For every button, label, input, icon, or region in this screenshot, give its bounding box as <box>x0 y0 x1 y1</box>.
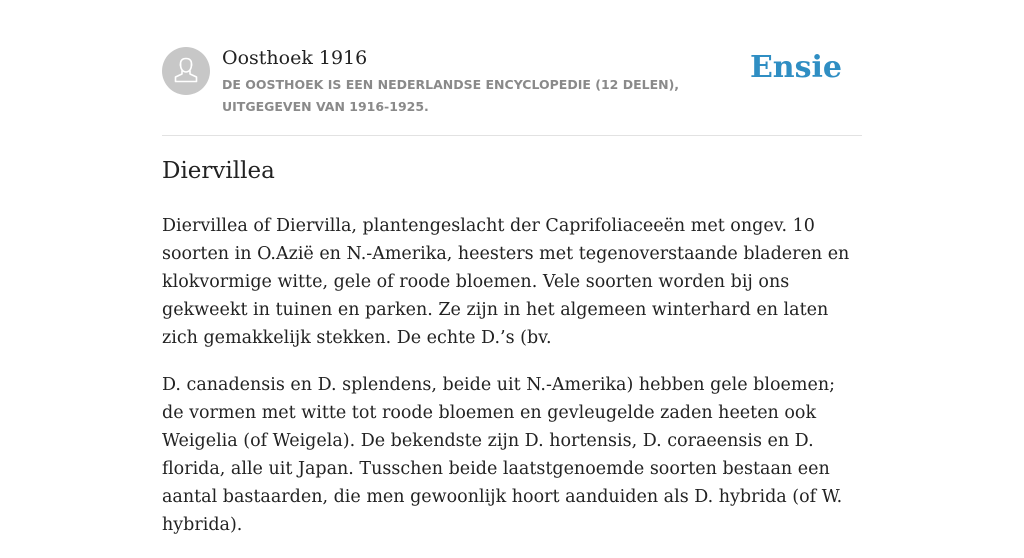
author-header <box>162 44 862 136</box>
author-description: DE OOSTHOEK IS EEN NEDERLANDSE ENCYCLOPEDIE (12 DELEN), UITGEGEVEN VAN 1916-1925. <box>222 77 680 114</box>
user-icon <box>162 47 210 95</box>
article-paragraph: Diervillea of Diervilla, plantengeslacht der Caprifoliaceeën met ongev. 10 soorten in O.Azië en N.-Amerika, heesters met tegenoverstaande bladeren en klokvormige witte, gele of roode bloemen. Vele soorten worden bij ons gekweekt in tuinen en parken. Ze zijn in het algemeen winterhard en laten zich gemakkelijk stekken. De echte D.’s (bv. <box>162 216 850 348</box>
article-body <box>162 212 862 558</box>
ensie-logo-link[interactable]: Ensie <box>749 50 842 85</box>
header-divider <box>162 135 862 136</box>
article-paragraph: D. canadensis en D. splendens, beide uit N.-Amerika) hebben gele bloemen; de vormen met witte tot roode bloemen en gevleugelde zaden heeten ook Weigelia (of Weigela). De bekendste zijn D. hortensis, D. coraeensis en D. florida, alle uit Japan. Tusschen beide laatstgenoemde soorten bestaan een aantal bastaarden, die men gewoonlijk hoort aanduiden als D. hybrida (of W. hybrida). <box>162 375 843 535</box>
article-title: Diervillea <box>162 158 275 184</box>
author-name-link[interactable]: Oosthoek 1916 <box>222 47 368 69</box>
author-avatar[interactable] <box>162 47 210 95</box>
